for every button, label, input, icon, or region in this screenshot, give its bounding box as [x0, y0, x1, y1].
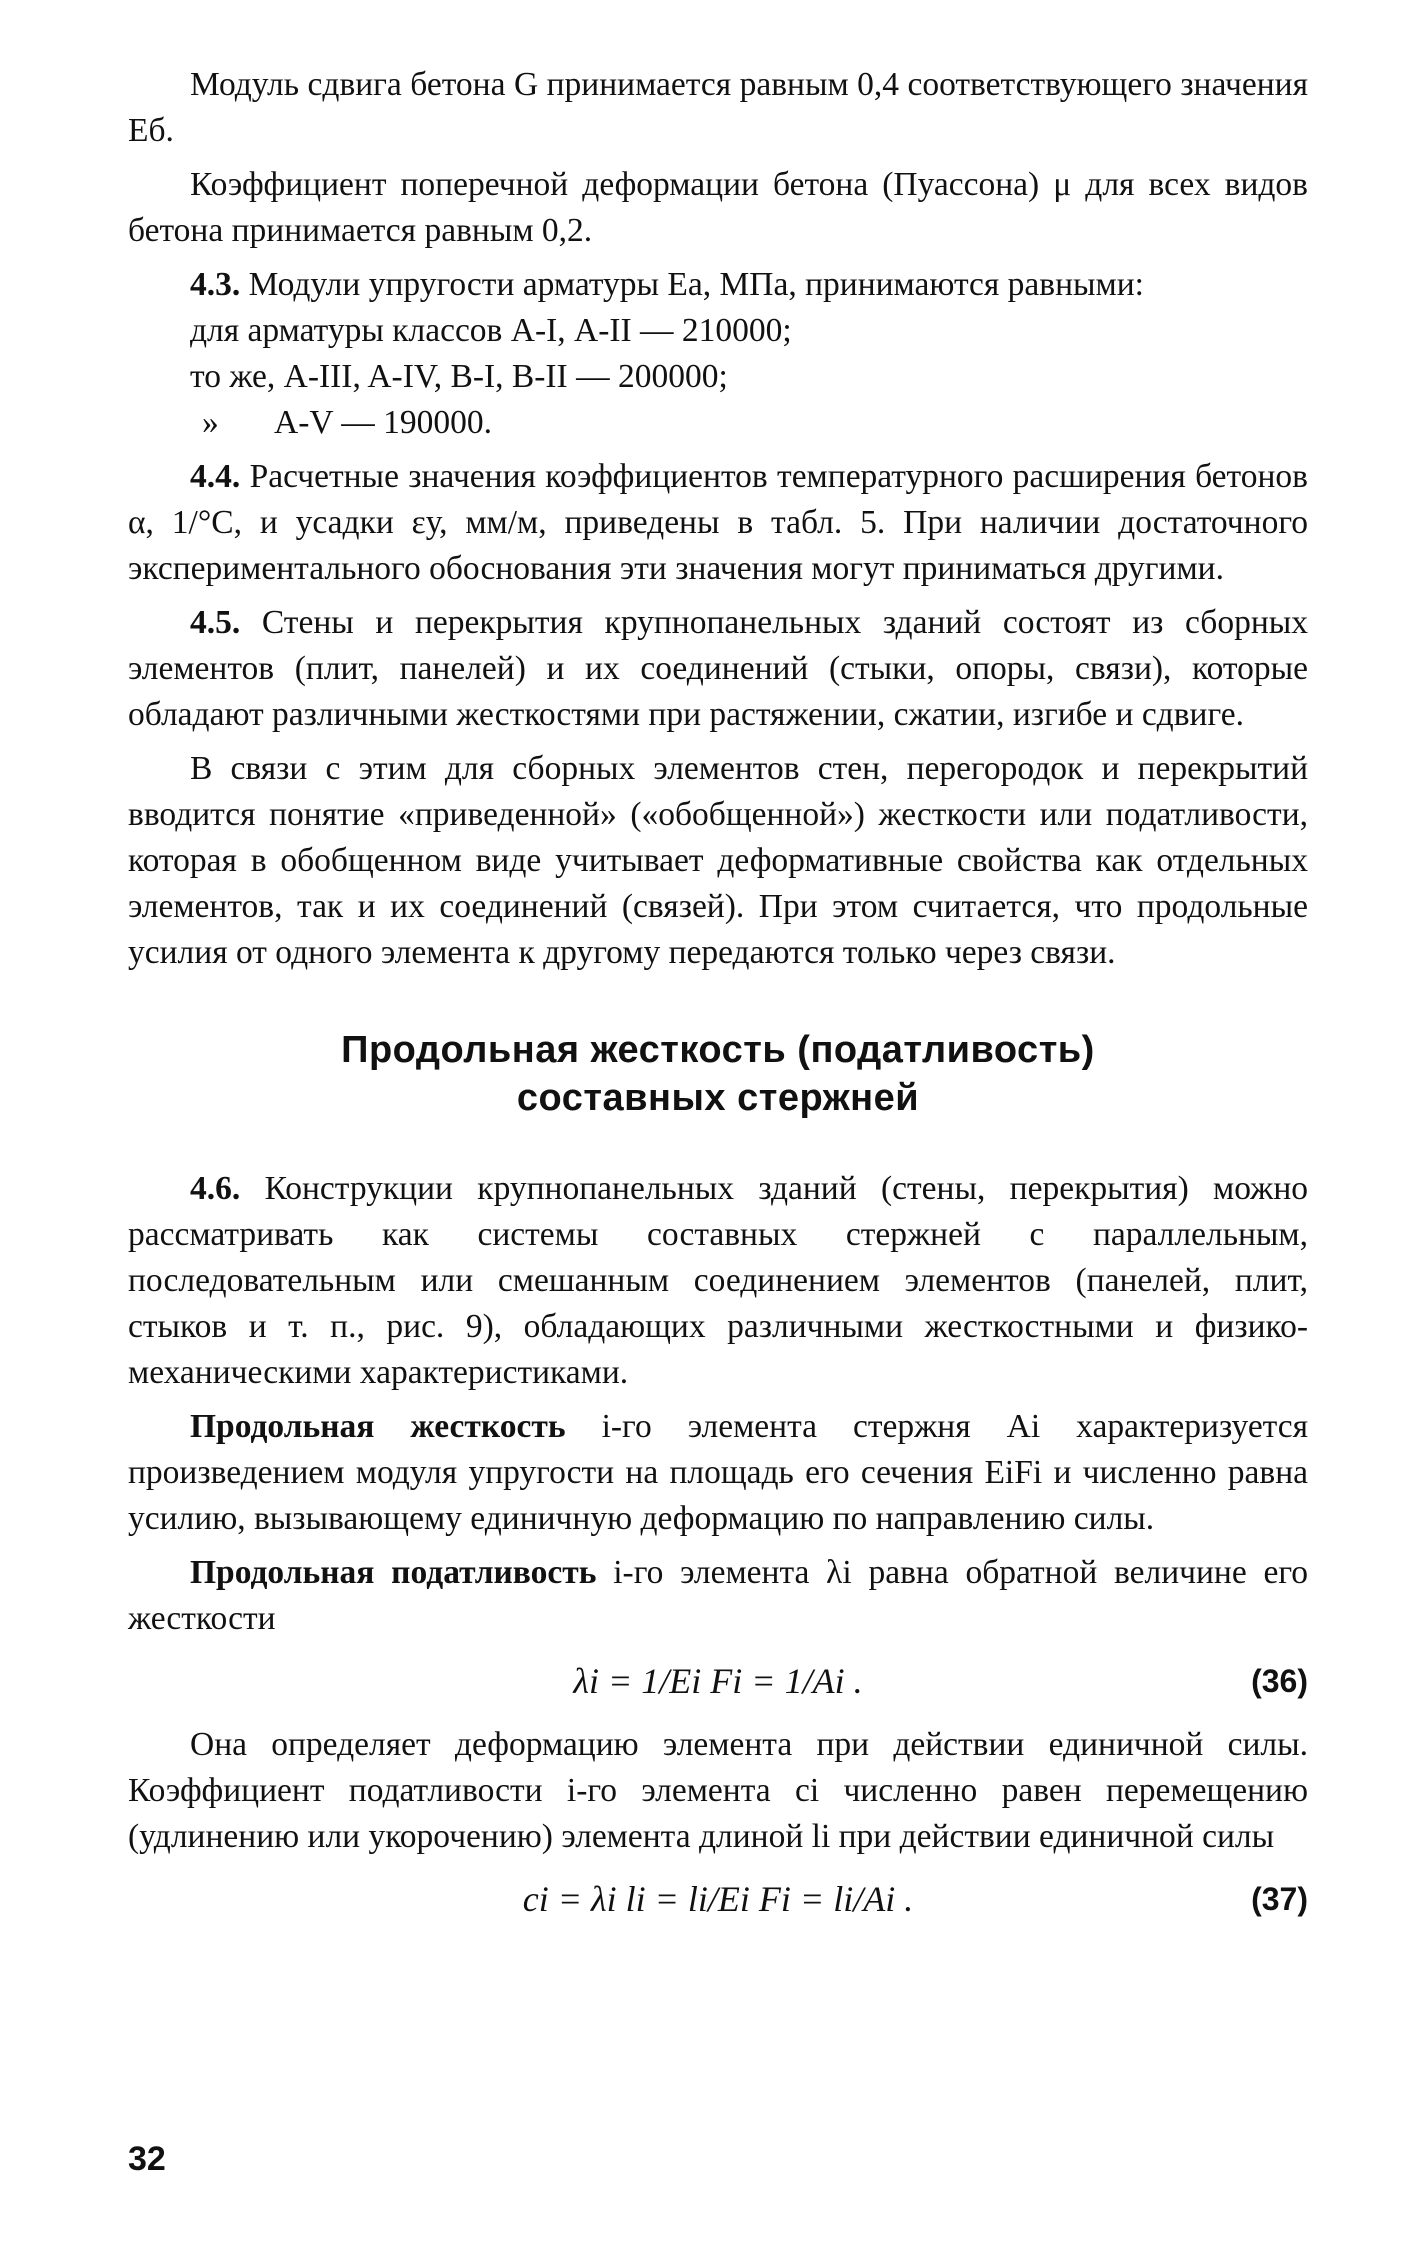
formula-expression: λi = 1/Ei Fi = 1/Ai . [573, 1661, 863, 1701]
section-heading-line: составных стержней [516, 1077, 920, 1119]
paragraph-4-4 [128, 454, 1308, 592]
list-item [128, 308, 1308, 354]
paragraph-longitudinal-stiffness [128, 1404, 1308, 1542]
list-item-text: A-V — 190000. [274, 404, 493, 441]
section-heading [128, 1026, 1308, 1122]
clause-number: 4.3. [190, 266, 241, 303]
list-item [128, 354, 1308, 400]
clause-number: 4.5. [190, 604, 241, 641]
term: Продольная жесткость [190, 1408, 566, 1445]
paragraph-shear-modulus: Модуль сдвига бетона G принимается равным 0,4 соответствующего значения Eб. [128, 66, 1308, 149]
paragraph-4-6 [128, 1166, 1308, 1396]
formula-36 [128, 1652, 1308, 1712]
formula-number: (37) [1251, 1881, 1308, 1917]
body-text [128, 62, 1308, 1940]
formula-number: (36) [1251, 1663, 1308, 1699]
formula-37 [128, 1870, 1308, 1930]
clause-text: Расчетные значения коэффициентов температурного расширения бетонов α, 1/°С, и усадки εу, мм/м, приведены в табл. 5. При наличии достаточного экспериментального обоснования эти значения могут приниматься другими. [128, 458, 1308, 587]
clause-text: Стены и перекрытия крупнопанельных зданий состоят из сборных элементов (плит, панелей) и их соединений (стыки, опоры, связи), которые обладают различными жесткостями при растяжении, сжатии, изгибе и сдвиге. [128, 604, 1309, 733]
paragraph-poisson: Коэффициент поперечной деформации бетона (Пуассона) μ для всех видов бетона принимается равным 0,2. [128, 166, 1308, 249]
formula-expression: ci = λi li = li/Ei Fi = li/Ai . [522, 1879, 914, 1919]
clause-text: Конструкции крупнопанельных зданий (стены, перекрытия) можно рассматривать как системы составных стержней с параллельным, последовательным или смешанным соединением элементов (панелей, плит, стыков и т. п., рис. 9), обладающих различными жесткостными и физико-механическими характеристиками. [128, 1170, 1308, 1391]
list-item-text: то же, А-III, A-IV, В-I, В-II — 200000; [190, 358, 728, 395]
paragraph-4-3 [128, 262, 1308, 308]
list-item [128, 400, 1308, 446]
clause-number: 4.4. [190, 458, 241, 495]
term-definition: i-го элемента λi равна обратной величине его жесткости [128, 1554, 1309, 1637]
reinforcement-moduli-list [128, 308, 1308, 446]
paragraph-4-5 [128, 600, 1308, 738]
paragraph-compliance-coefficient: Она определяет деформацию элемента при действии единичной силы. Коэффициент податливости i-го элемента ci численно равен перемещению (удлинению или укорочению) элемента длиной li при действии единичной силы [128, 1726, 1308, 1855]
page-number: 32 [128, 2140, 166, 2178]
term: Продольная податливость [190, 1554, 597, 1591]
clause-number: 4.6. [190, 1170, 241, 1207]
paragraph-reduced-stiffness: В связи с этим для сборных элементов стен, перегородок и перекрытий вводится понятие «приведенной» («обобщенной») жесткости или податливости, которая в обобщенном виде учитывает деформативные свойства как отдельных элементов, так и их соединений (связей). При этом считается, что продольные усилия от одного элемента к другому передаются только через связи. [128, 750, 1308, 971]
paragraph-longitudinal-compliance [128, 1550, 1308, 1642]
term-definition: i-го элемента стержня Ai характеризуется произведением модуля упругости на площадь его сечения EiFi и численно равна усилию, вызывающему единичную деформацию по направлению силы. [128, 1408, 1309, 1537]
list-item-text: для арматуры классов А-I, А-II — 210000; [190, 312, 792, 349]
ditto-mark: » [202, 404, 219, 441]
clause-text: Модули упругости арматуры Eа, МПа, принимаются равными: [248, 266, 1144, 303]
section-heading-line: Продольная жесткость (податливость) [341, 1029, 1095, 1071]
